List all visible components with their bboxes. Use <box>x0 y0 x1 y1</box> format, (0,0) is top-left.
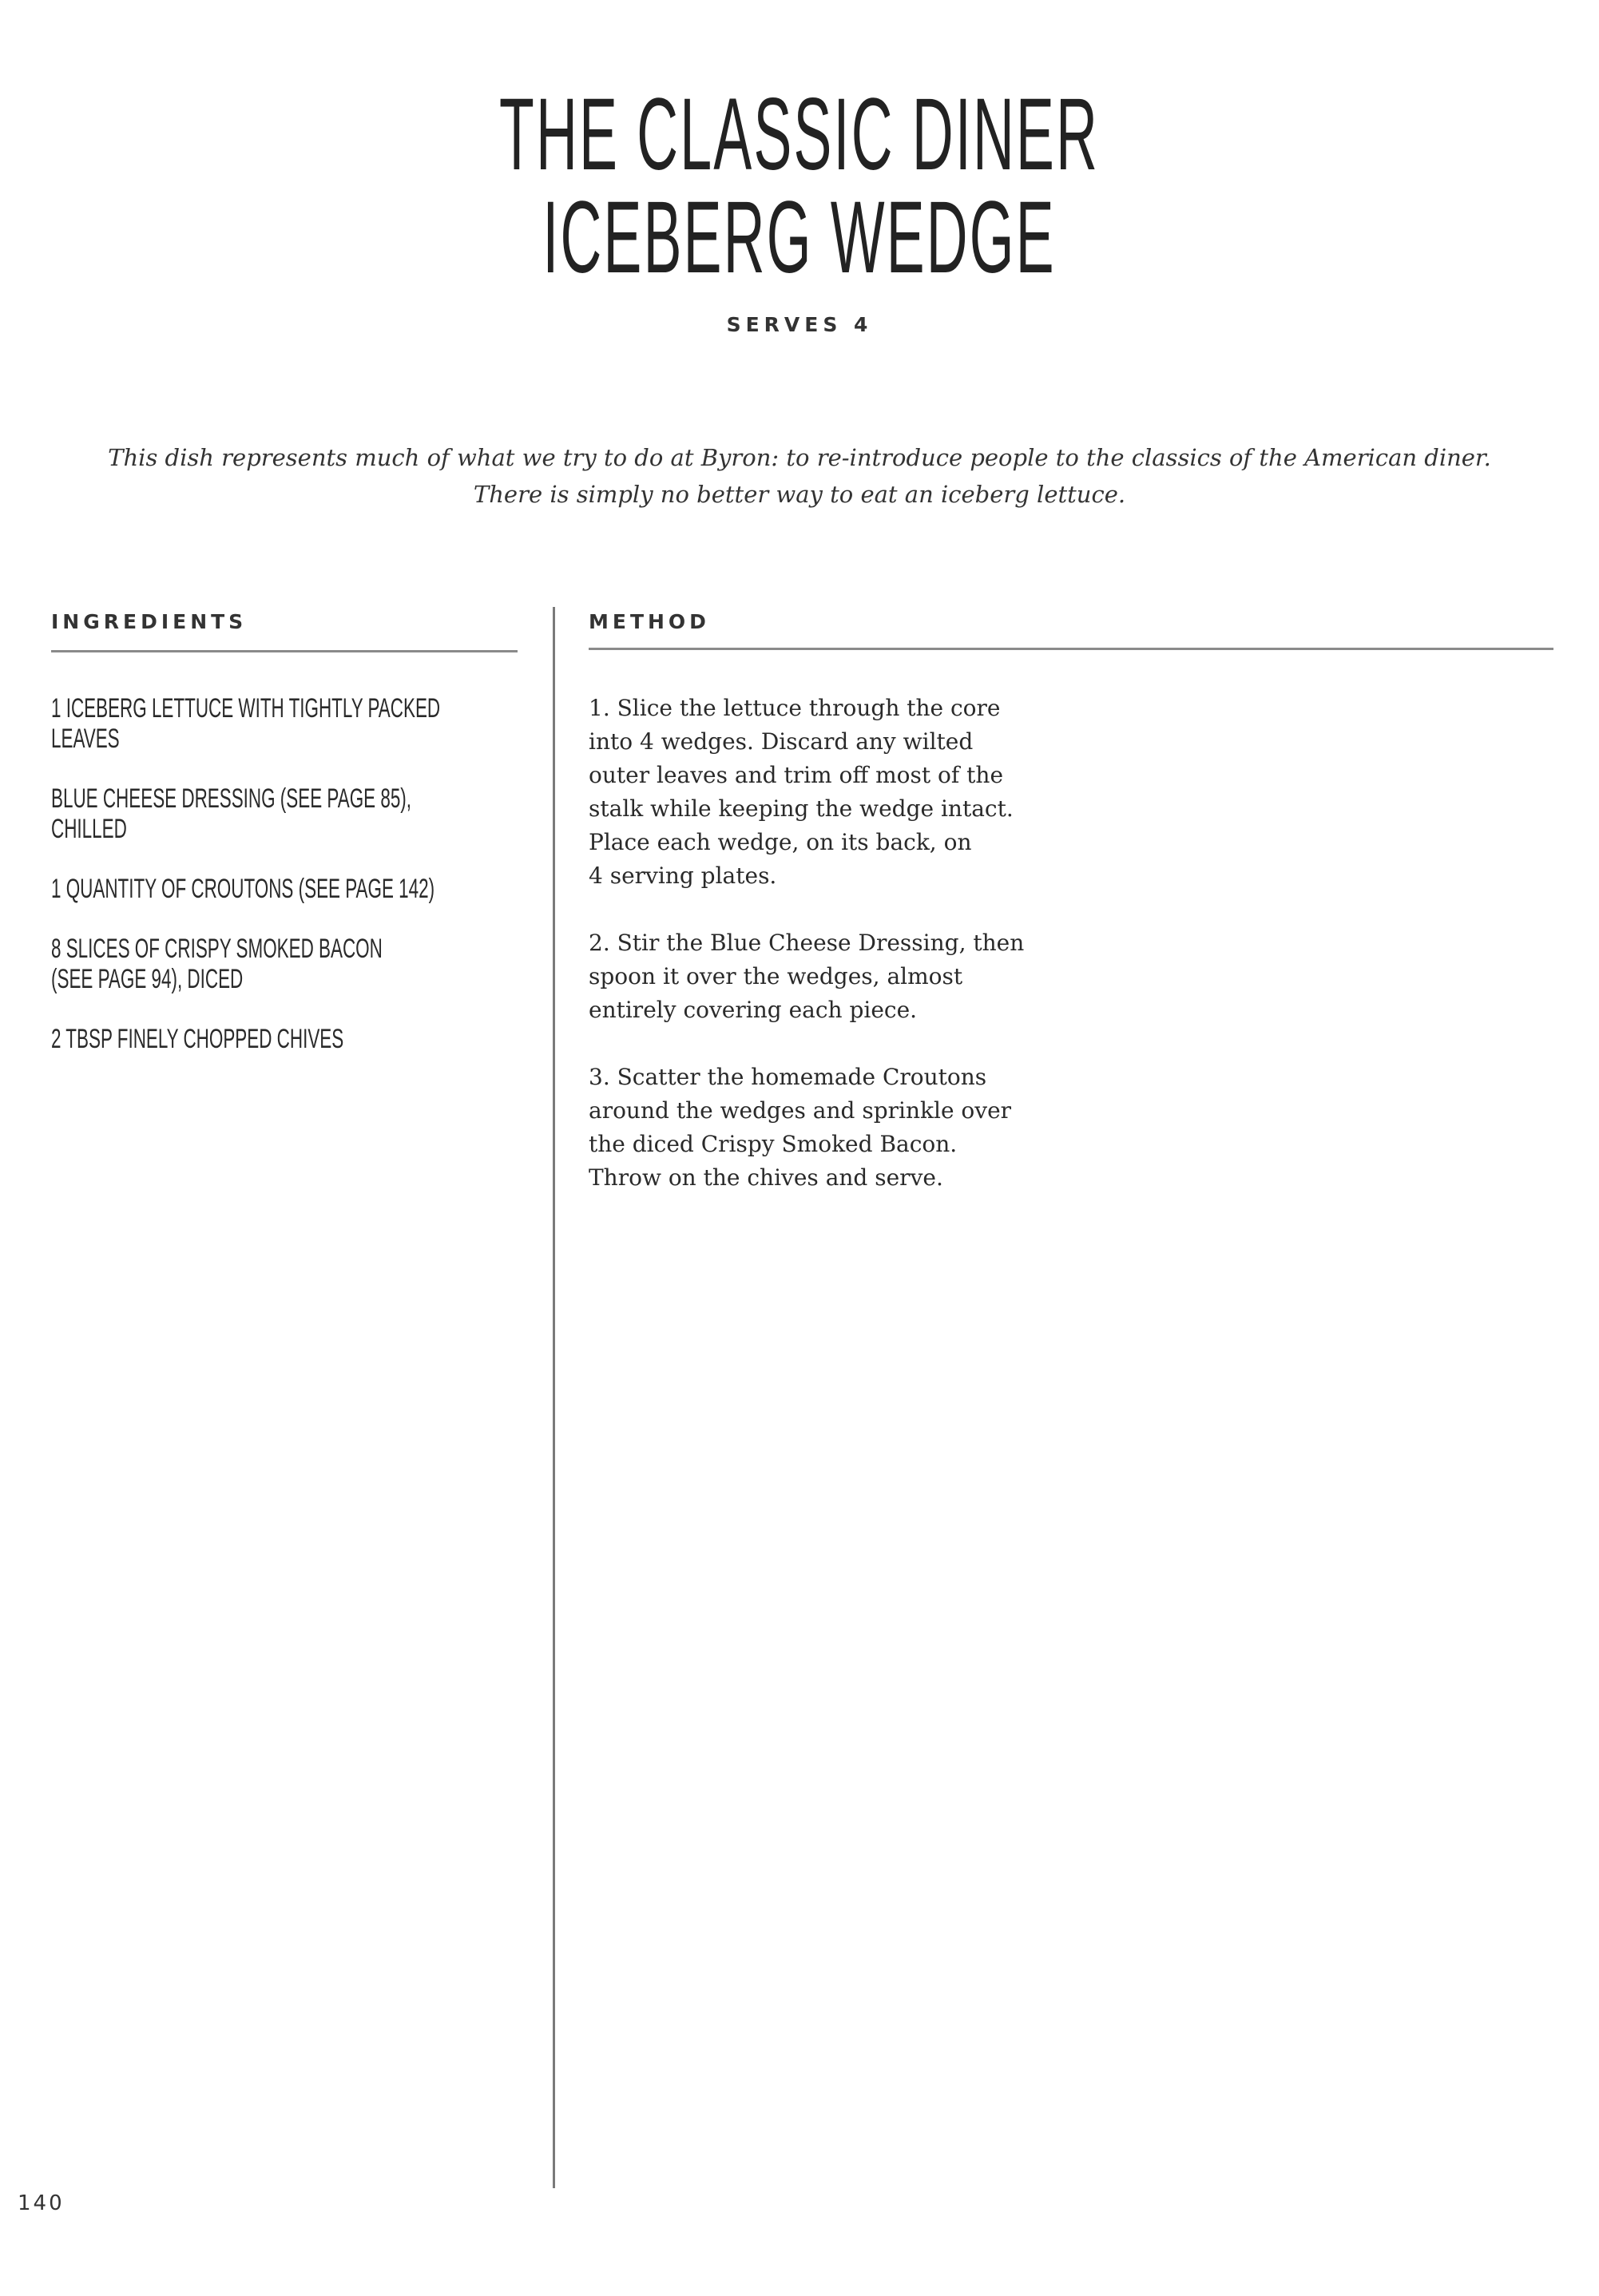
method-line: spoon it over the wedges, almost <box>589 963 963 989</box>
intro-line: This dish represents much of what we try to do at Byron: to re-introduce people to the classics of the American diner. <box>108 444 1491 471</box>
title-line-1: THE CLASSIC DINER <box>499 77 1100 192</box>
ingredient-line: 2 TBSP FINELY CHOPPED CHIVES <box>51 1024 344 1054</box>
ingredient-line: 1 QUANTITY OF CROUTONS (SEE PAGE 142) <box>51 874 435 904</box>
ingredient-line: (SEE PAGE 94), DICED <box>51 964 244 994</box>
ingredient-line: 1 ICEBERG LETTUCE WITH TIGHTLY PACKED <box>51 693 441 724</box>
method-step <box>589 692 1024 893</box>
method-rule <box>589 648 1553 650</box>
ingredient-line: LEAVES <box>51 724 120 754</box>
ingredient-line: 8 SLICES OF CRISPY SMOKED BACON <box>51 934 383 964</box>
recipe-title <box>0 77 1599 295</box>
method-step <box>589 1061 1024 1195</box>
method-line: 1. Slice the lettuce through the core <box>589 695 1001 721</box>
ingredient-item <box>51 1024 641 1054</box>
title-line-2: ICEBERG WEDGE <box>542 180 1057 295</box>
method-line: stalk while keeping the wedge intact. <box>589 795 1014 822</box>
method-steps <box>589 692 1024 1228</box>
ingredient-line: BLUE CHEESE DRESSING (SEE PAGE 85), <box>51 783 412 814</box>
method-line: 3. Scatter the homemade Croutons <box>589 1064 987 1090</box>
intro-line: There is simply no better way to eat an iceberg lettuce. <box>473 481 1126 508</box>
method-line: around the wedges and sprinkle over <box>589 1097 1012 1124</box>
method-line: into 4 wedges. Discard any wilted <box>589 728 974 755</box>
method-line: the diced Crispy Smoked Bacon. <box>589 1131 958 1157</box>
ingredients-heading: INGREDIENTS <box>51 610 248 633</box>
method-line: 2. Stir the Blue Cheese Dressing, then <box>589 930 1025 956</box>
ingredient-line: CHILLED <box>51 814 127 844</box>
method-line: Throw on the chives and serve. <box>589 1164 943 1191</box>
method-line: 4 serving plates. <box>589 862 777 889</box>
method-line: Place each wedge, on its back, on <box>589 829 972 855</box>
page-number: 140 <box>18 2191 65 2215</box>
ingredient-item <box>51 874 641 904</box>
method-line: entirely covering each piece. <box>589 997 918 1023</box>
intro-text <box>0 439 1599 513</box>
ingredient-item <box>51 693 641 754</box>
ingredients-rule <box>51 650 518 652</box>
method-heading: METHOD <box>589 610 710 633</box>
ingredient-item <box>51 934 641 994</box>
ingredient-item <box>51 783 641 844</box>
method-step <box>589 926 1024 1027</box>
method-line: outer leaves and trim off most of the <box>589 762 1004 788</box>
serves-label: SERVES 4 <box>726 313 873 336</box>
ingredients-list <box>51 693 641 1084</box>
